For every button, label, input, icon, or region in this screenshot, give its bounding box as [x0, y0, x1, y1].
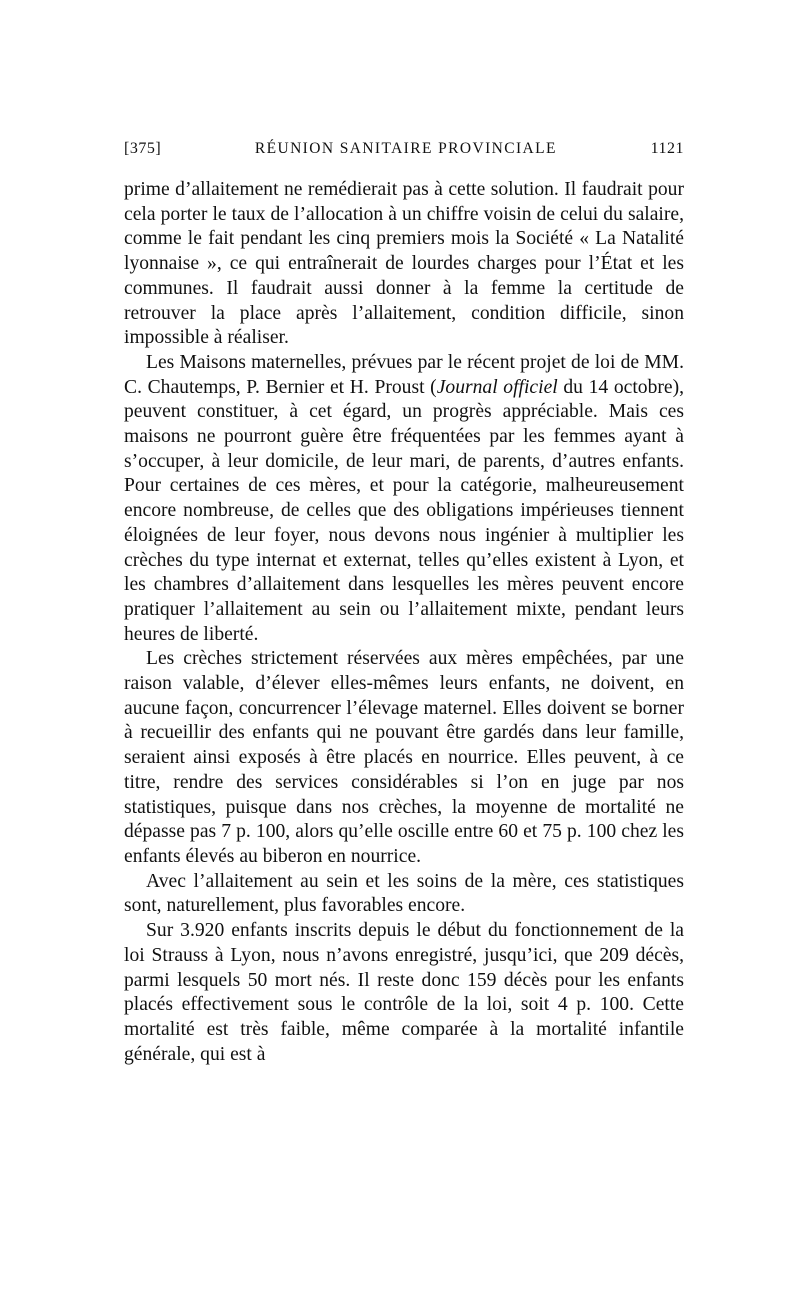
running-head	[124, 140, 684, 168]
page-reference: [375]	[124, 140, 162, 157]
paragraph-3: Les crèches strictement réservées aux mères empêchées, par une raison valable, d’élever elles-mêmes leurs enfants, ne doivent, en aucune façon, concurrencer l’élevage maternel. Elles doivent se borner à recueillir des enfants qui ne pouvant être gardés dans leur famille, seraient ainsi exposés à être placés en nourrice. Elles peuvent, à ce titre, rendre des services considérables si l’on en juge par nos statistiques, puisque dans nos crèches, la moyenne de mortalité ne dépasse pas 7 p. 100, alors qu’elle oscille entre 60 et 75 p. 100 chez les enfants élevés au biberon en nourrice.	[124, 648, 684, 867]
paragraph-5: Sur 3.920 enfants inscrits depuis le début du fonctionnement de la loi Strauss à Lyon, nous n’avons enregistré, jusqu’ici, que 209 décès, parmi lesquels 50 mort nés. Il reste donc 159 décès pour les enfants placés effectivement sous le contrôle de la loi, soit 4 p. 100. Cette mortalité est très faible, même comparée à la mortalité infantile générale, qui est à	[124, 920, 684, 1065]
paragraph-1: prime d’allaitement ne remédierait pas à cette solution. Il faudrait pour cela porter le taux de l’allocation à un chiffre voisin de celui du salaire, comme le fait pendant les cinq premiers mois la Société « La Natalité lyonnaise », ce qui entraînerait de lourdes charges pour l’État et les communes. Il faudrait aussi donner à la femme la certitude de retrouver la place après l’allaitement, condition difficile, sinon impossible à réaliser.	[124, 179, 684, 349]
paragraph-2	[124, 351, 684, 647]
paragraph-4: Avec l’allaitement au sein et les soins de la mère, ces statistiques sont, naturellement, plus favorables encore.	[124, 870, 684, 917]
page-number: 1121	[650, 140, 684, 157]
running-title: RÉUNION SANITAIRE PROVINCIALE	[254, 140, 557, 157]
paragraph-2-part-1: Les Maisons maternelles, prévues par le récent projet de loi de MM. C. Chautemps, P. Bernier et H. Proust (	[124, 351, 684, 398]
book-page	[124, 140, 684, 1067]
paragraph-2-part-2: du 14 octobre), peuvent constituer, à cet égard, un progrès appréciable. Mais ces maisons ne pourront guère être fréquentées par les femmes ayant à s’occuper, à leur domicile, de leur mari, de parents, d’autres enfants. Pour certaines de ces mères, et pour la catégorie, malheureusement encore nombreuse, de celles que des obligations impérieuses tiennent éloignées de leur foyer, nous devons nous ingénier à multiplier les crèches du type internat et externat, telles qu’elles existent à Lyon, et les chambres d’allaitement dans lesquelles les mères peuvent encore pratiquer l’allaitement au sein ou l’allaitement mixte, pendant leurs heures de liberté.	[124, 376, 685, 645]
body-text	[124, 178, 684, 1067]
journal-title: Journal officiel	[436, 376, 558, 398]
